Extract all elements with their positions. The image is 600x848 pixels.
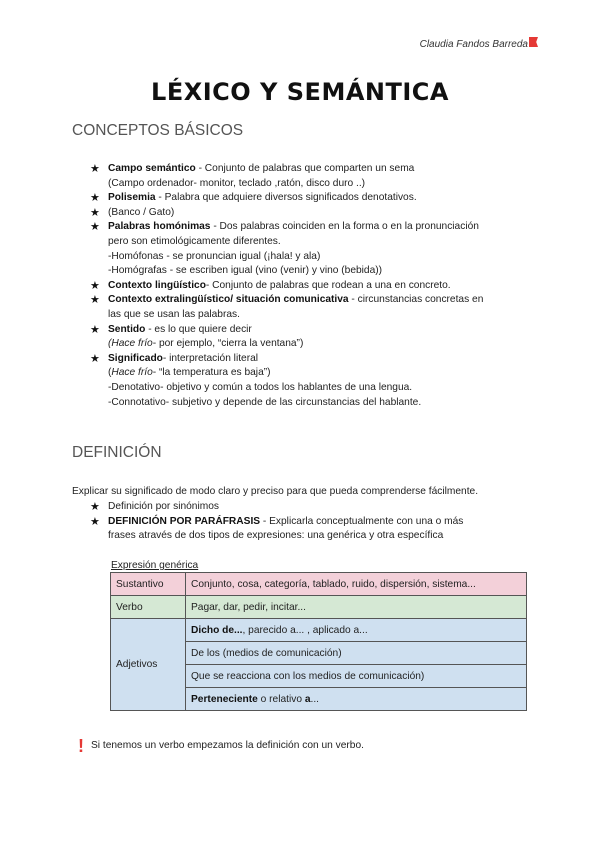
list-item: ★ DEFINICIÓN POR PARÁFRASIS - Explicarla conceptualmente con una o más frases através de dos tipos de expresiones: una genérica y otra específica	[90, 515, 464, 542]
table-cell-value: Que se reacciona con los medios de comunicación)	[186, 665, 527, 688]
list-item: ★ Contexto extralingüístico/ situación comunicativa - circunstancias concretas en las que se usan las palabras.	[90, 294, 484, 320]
page-title: LÉXICO Y SEMÁNTICA	[151, 78, 449, 106]
list-item: ★ Significado- interpretación literal (Hace frío- “la temperatura es baja”) -Denotativo- objetivo y común a todos los hablantes de una lengua. -Connotativo- subjetivo y depende de las circunstancias del hablante.	[90, 352, 422, 408]
star-bullet-icon: ★	[90, 221, 100, 234]
star-bullet-icon: ★	[90, 501, 100, 513]
list-item: ★ Palabras homónimas - Dos palabras coinciden en la forma o en la pronunciación pero son etimológicamente diferentes. -Homófonas - se pronuncian igual (¡hala! y ala) -Homógrafas - se escriben igual (vino (venir) y vino (bebida))	[90, 221, 479, 277]
list-item: ★ Contexto lingüístico- Conjunto de palabras que rodean a una en concreto.	[90, 279, 451, 292]
definicion-intro: Explicar su significado de modo claro y preciso para que pueda comprenderse fácilmente.	[72, 486, 479, 497]
star-bullet-icon: ★	[90, 163, 100, 175]
table-cell-value: Conjunto, cosa, categoría, tablado, ruido, dispersión, sistema...	[186, 573, 527, 596]
star-bullet-icon: ★	[90, 206, 100, 219]
table-row	[111, 596, 527, 619]
list-item: ★ Campo semántico - Conjunto de palabras que comparten un sema (Campo ordenador- monitor, teclado ,ratón, disco duro ..)	[90, 163, 415, 189]
list-item: ★ Polisemia - Palabra que adquiere diversos significados denotativos.	[90, 192, 417, 205]
star-bullet-icon: ★	[90, 515, 100, 528]
table-caption: Expresión genérica	[111, 560, 199, 571]
definicion-list	[90, 500, 530, 544]
star-bullet-icon: ★	[90, 323, 100, 336]
table-cell-label: Sustantivo	[111, 573, 186, 596]
list-item: ★ Sentido - es lo que quiere decir (Hace frío- por ejemplo, “cierra la ventana”)	[90, 323, 304, 350]
star-bullet-icon: ★	[90, 192, 100, 205]
table-cell-value: Pagar, dar, pedir, incitar...	[186, 596, 527, 619]
section-heading-conceptos: CONCEPTOS BÁSICOS	[72, 122, 244, 139]
table-cell-label: Adjetivos	[111, 619, 186, 711]
author-logo-icon	[529, 37, 538, 47]
star-bullet-icon: ★	[90, 352, 100, 365]
author-name: Claudia Fandos Barreda	[419, 39, 528, 50]
list-item: ★ (Banco / Gato)	[90, 206, 175, 219]
table-row	[111, 573, 527, 596]
table-cell-value: De los (medios de comunicación)	[186, 642, 527, 665]
expresion-generica-table	[110, 572, 527, 711]
exclamation-icon: !	[78, 736, 84, 756]
conceptos-list	[90, 162, 530, 410]
table-cell-value: Dicho de..., parecido a... , aplicado a...	[186, 619, 527, 642]
star-bullet-icon: ★	[90, 279, 100, 292]
table-cell-label: Verbo	[111, 596, 186, 619]
note-text: Si tenemos un verbo empezamos la definición con un verbo.	[91, 740, 364, 751]
table-row	[111, 619, 527, 642]
list-item: ★ Definición por sinónimos	[90, 501, 219, 513]
table-cell-value: Perteneciente o relativo a...	[186, 688, 527, 711]
star-bullet-icon: ★	[90, 294, 100, 307]
section-heading-definicion: DEFINICIÓN	[72, 444, 162, 461]
